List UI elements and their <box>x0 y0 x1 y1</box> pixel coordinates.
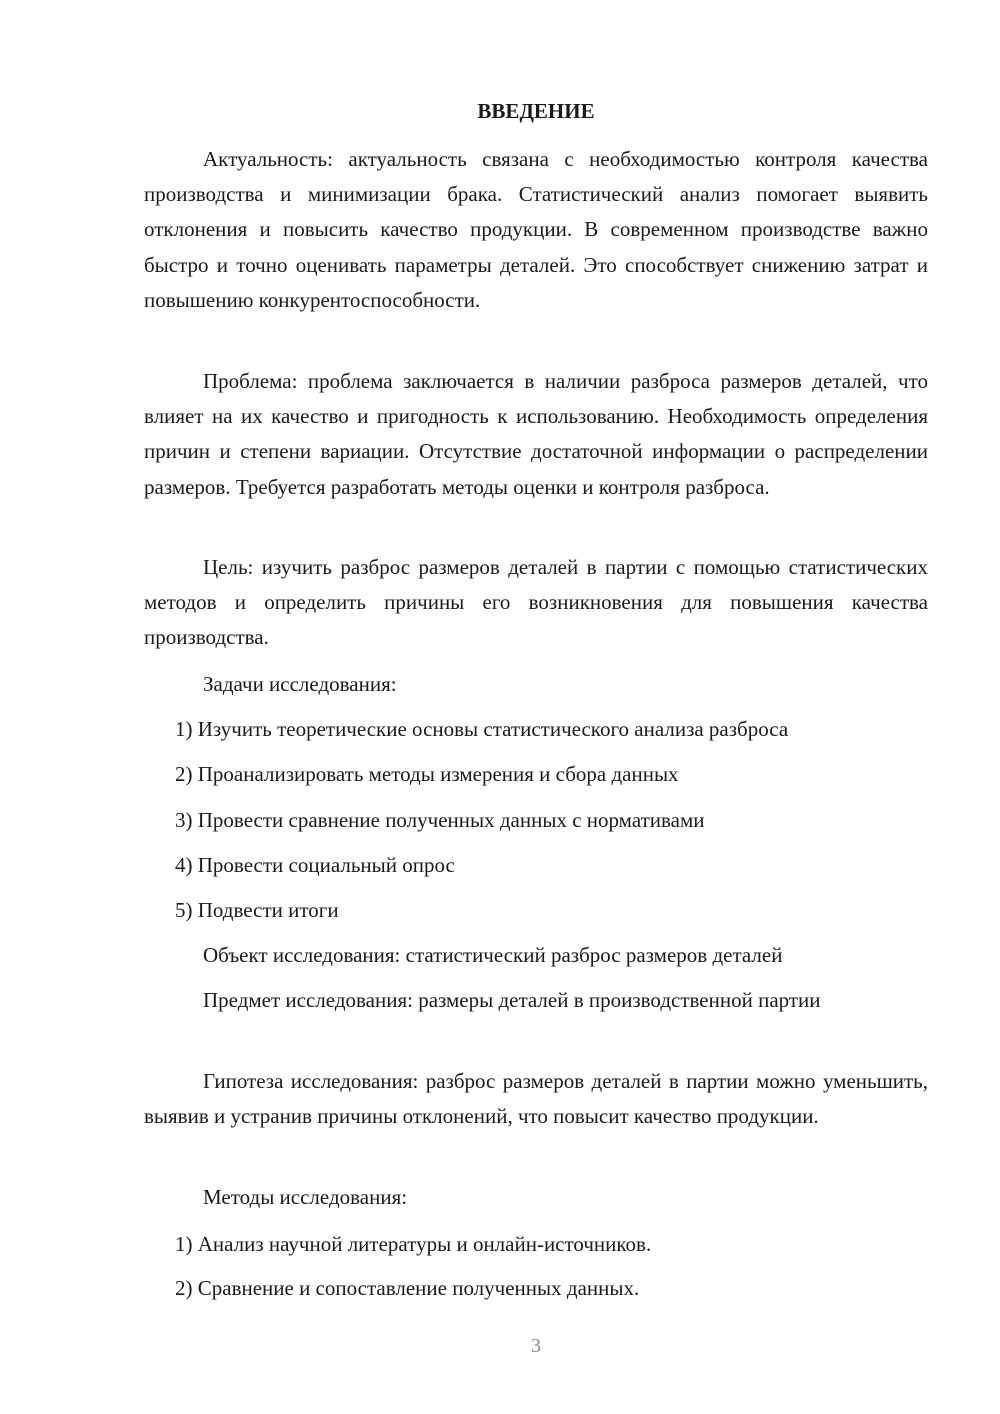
task-item: 2) Проанализировать методы измерения и сбора данных <box>175 762 679 786</box>
methods-heading: Методы исследования: <box>203 1185 408 1209</box>
tasks-heading: Задачи исследования: <box>203 672 397 696</box>
task-item: 5) Подвести итоги <box>175 898 339 922</box>
task-item: 4) Провести социальный опрос <box>175 853 455 877</box>
page-title: ВВЕДЕНИЕ <box>477 99 595 123</box>
problem-paragraph: Проблема: проблема заключается в наличии разброса размеров деталей, что влияет на их качество и пригодность к использованию. Необходимость определения причин и степени вариации. Отсутствие достаточной информации о распределении размеров. Требуется разработать методы оценки и контроля разброса. <box>144 369 928 499</box>
research-subject: Предмет исследования: размеры деталей в производственной партии <box>203 988 821 1012</box>
relevance-paragraph: Актуальность: актуальность связана с необходимостью контроля качества производства и минимизации брака. Статистический анализ помогает выявить отклонения и повысить качество продукции. В современном производстве важно быстро и точно оценивать параметры деталей. Это способствует снижению затрат и повышению конкурентоспособности. <box>144 147 928 312</box>
task-item: 3) Провести сравнение полученных данных с нормативами <box>175 808 705 832</box>
goal-paragraph: Цель: изучить разброс размеров деталей в партии с помощью статистических методов и определить причины его возникновения для повышения качества производства. <box>144 555 928 650</box>
research-hypothesis: Гипотеза исследования: разброс размеров деталей в партии можно уменьшить, выявив и устранив причины отклонений, что повысит качество продукции. <box>144 1069 928 1129</box>
research-object: Объект исследования: статистический разброс размеров деталей <box>203 943 783 967</box>
method-item: 2) Сравнение и сопоставление полученных данных. <box>175 1276 640 1300</box>
task-item: 1) Изучить теоретические основы статистического анализа разброса <box>175 717 789 741</box>
page-number: 3 <box>531 1335 541 1357</box>
method-item: 1) Анализ научной литературы и онлайн-источников. <box>175 1232 652 1256</box>
